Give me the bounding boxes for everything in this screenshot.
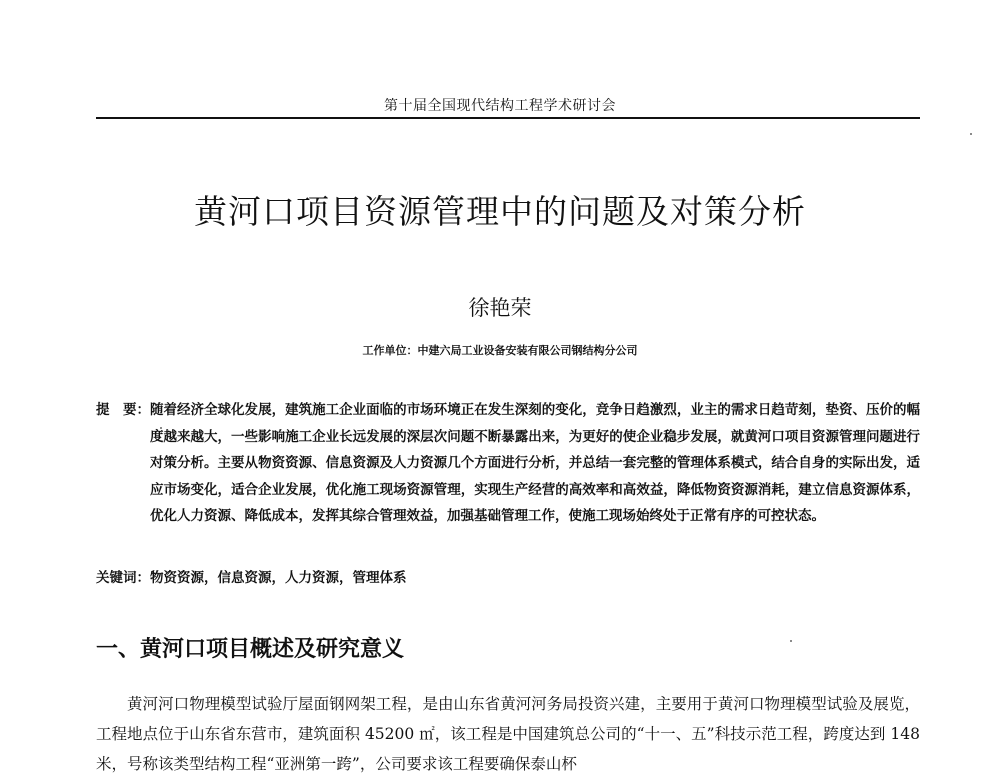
author-name: 徐艳荣 (468, 296, 532, 320)
scan-speck (160, 427, 162, 429)
author-affiliation: 工作单位：中建六局工业设备安装有限公司钢结构分公司 (362, 344, 638, 357)
abstract-label: 提 要： (96, 402, 150, 418)
abstract-text: 随着经济全球化发展，建筑施工企业面临的市场环境正在发生深刻的变化，竞争日趋激烈，业主的需求日趋苛刻，垫资、压价的幅度越来越大，一些影响施工企业长远发展的深层次问题不断暴露出来，为更好的使企业稳步发展，就黄河口项目资源管理问题进行对策分析。主要从物资资源、信息资源及人力资源几个方面进行分析，并总结一套完整的管理体系模式，结合自身的实际出发，适应市场变化，适合企业发展，优化施工现场资源管理，实现生产经营的高效率和高效益，降低物资资源消耗，建立信息资源体系，优化人力资源、降低成本，发挥其综合管理效益，加强基础管理工作，使施工现场始终处于正常有序的可控状态。 (150, 402, 920, 524)
scan-speck (790, 640, 792, 642)
body-paragraph: 黄河河口物理模型试验厅屋面钢网架工程，是由山东省黄河河务局投资兴建，主要用于黄河口物理模型试验及展览，工程地点位于山东省东营市，建筑面积 45200 ㎡，该工程是中国建筑总公司的“十一、五”科技示范工程，跨度达到 148 米，号称该类型结构工程“亚洲第一跨”，公司要求该工程要确保泰山杯 (96, 695, 920, 773)
paper-title: 黄河口项目资源管理中的问题及对策分析 (194, 192, 806, 231)
running-header: 第十届全国现代结构工程学术研讨会 (384, 98, 616, 114)
scan-speck (970, 133, 972, 135)
abstract (96, 397, 920, 530)
section-heading: 一、黄河口项目概述及研究意义 (96, 637, 405, 662)
header-rule (96, 117, 920, 119)
keywords: 关键词：物资资源，信息资源，人力资源，管理体系 (96, 570, 407, 586)
